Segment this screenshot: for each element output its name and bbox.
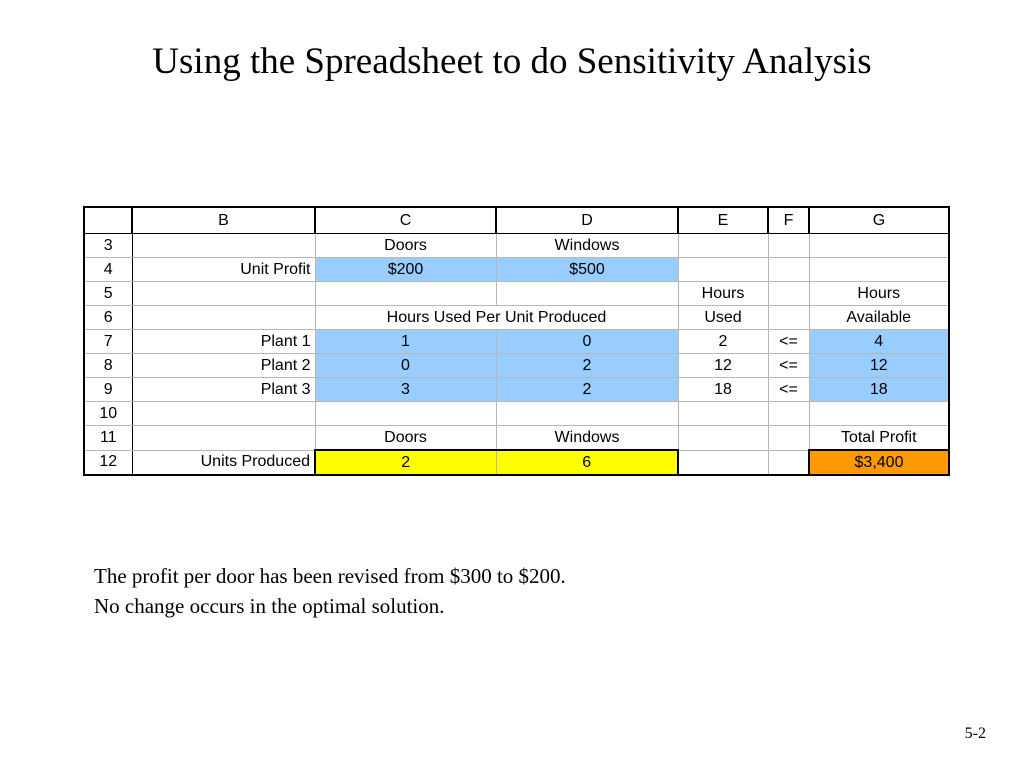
column-header-f[interactable]: F — [768, 207, 809, 234]
cell-d7[interactable]: 0 — [496, 330, 678, 354]
cell-c3[interactable]: Doors — [315, 234, 496, 258]
sheet-row-5 — [84, 282, 949, 306]
cell-f10[interactable] — [768, 402, 809, 426]
column-header-row — [84, 207, 949, 234]
column-header-e[interactable]: E — [678, 207, 768, 234]
sheet-row-12 — [84, 450, 949, 475]
cell-e11[interactable] — [678, 426, 768, 451]
cell-b7[interactable]: Plant 1 — [132, 330, 315, 354]
cell-f9[interactable]: <= — [768, 378, 809, 402]
cell-c11[interactable]: Doors — [315, 426, 496, 451]
cell-c8[interactable]: 0 — [315, 354, 496, 378]
cell-g7[interactable]: 4 — [809, 330, 949, 354]
row-number[interactable]: 12 — [84, 450, 132, 475]
cell-b4[interactable]: Unit Profit — [132, 258, 315, 282]
cell-f11[interactable] — [768, 426, 809, 451]
note-text — [94, 561, 566, 621]
note-line-2: No change occurs in the optimal solution. — [94, 594, 445, 618]
cell-e8[interactable]: 12 — [678, 354, 768, 378]
cell-f3[interactable] — [768, 234, 809, 258]
cell-c5[interactable] — [315, 282, 496, 306]
cell-f6[interactable] — [768, 306, 809, 330]
cell-f7[interactable]: <= — [768, 330, 809, 354]
cell-d10[interactable] — [496, 402, 678, 426]
sheet-row-10 — [84, 402, 949, 426]
cell-g5[interactable]: Hours — [809, 282, 949, 306]
row-number[interactable]: 8 — [84, 354, 132, 378]
cell-g3[interactable] — [809, 234, 949, 258]
row-number[interactable]: 3 — [84, 234, 132, 258]
units-produced-doors-cell[interactable]: 2 — [315, 450, 496, 475]
cell-e4[interactable] — [678, 258, 768, 282]
cell-c6-d6[interactable]: Hours Used Per Unit Produced — [315, 306, 678, 330]
row-number[interactable]: 7 — [84, 330, 132, 354]
note-line-1: The profit per door has been revised from $300 to $200. — [94, 564, 566, 588]
cell-f4[interactable] — [768, 258, 809, 282]
cell-c10[interactable] — [315, 402, 496, 426]
cell-b9[interactable]: Plant 3 — [132, 378, 315, 402]
slide-number: 5-2 — [964, 725, 986, 742]
cell-g8[interactable]: 12 — [809, 354, 949, 378]
cell-d3[interactable]: Windows — [496, 234, 678, 258]
cell-b6[interactable] — [132, 306, 315, 330]
row-number[interactable]: 6 — [84, 306, 132, 330]
column-header-d[interactable]: D — [496, 207, 678, 234]
row-number[interactable]: 5 — [84, 282, 132, 306]
cell-e9[interactable]: 18 — [678, 378, 768, 402]
row-number[interactable]: 10 — [84, 402, 132, 426]
sheet-row-11 — [84, 426, 949, 451]
total-profit-cell[interactable]: $3,400 — [809, 450, 949, 475]
sheet-row-9 — [84, 378, 949, 402]
units-produced-windows-cell[interactable]: 6 — [496, 450, 678, 475]
slide-title: Using the Spreadsheet to do Sensitivity Analysis — [152, 41, 872, 82]
cell-c7[interactable]: 1 — [315, 330, 496, 354]
unit-profit-windows-cell[interactable]: $500 — [496, 258, 678, 282]
cell-f5[interactable] — [768, 282, 809, 306]
cell-d11[interactable]: Windows — [496, 426, 678, 451]
cell-d8[interactable]: 2 — [496, 354, 678, 378]
row-number[interactable]: 11 — [84, 426, 132, 451]
cell-f12[interactable] — [768, 450, 809, 475]
cell-f8[interactable]: <= — [768, 354, 809, 378]
row-number[interactable]: 9 — [84, 378, 132, 402]
cell-b5[interactable] — [132, 282, 315, 306]
cell-g11[interactable]: Total Profit — [809, 426, 949, 451]
sheet-row-7 — [84, 330, 949, 354]
sheet-row-6 — [84, 306, 949, 330]
cell-b3[interactable] — [132, 234, 315, 258]
cell-e6[interactable]: Used — [678, 306, 768, 330]
cell-g10[interactable] — [809, 402, 949, 426]
cell-e12[interactable] — [678, 450, 768, 475]
column-header-c[interactable]: C — [315, 207, 496, 234]
cell-b8[interactable]: Plant 2 — [132, 354, 315, 378]
sheet-row-4 — [84, 258, 949, 282]
column-header-g[interactable]: G — [809, 207, 949, 234]
cell-b12[interactable]: Units Produced — [132, 450, 315, 475]
corner-cell[interactable] — [84, 207, 132, 234]
row-number[interactable]: 4 — [84, 258, 132, 282]
cell-d9[interactable]: 2 — [496, 378, 678, 402]
unit-profit-doors-cell[interactable]: $200 — [315, 258, 496, 282]
cell-g9[interactable]: 18 — [809, 378, 949, 402]
cell-g6[interactable]: Available — [809, 306, 949, 330]
cell-b11[interactable] — [132, 426, 315, 451]
sheet-row-8 — [84, 354, 949, 378]
cell-e5[interactable]: Hours — [678, 282, 768, 306]
cell-e7[interactable]: 2 — [678, 330, 768, 354]
cell-c9[interactable]: 3 — [315, 378, 496, 402]
cell-e10[interactable] — [678, 402, 768, 426]
cell-g4[interactable] — [809, 258, 949, 282]
cell-b10[interactable] — [132, 402, 315, 426]
column-header-b[interactable]: B — [132, 207, 315, 234]
cell-e3[interactable] — [678, 234, 768, 258]
cell-d5[interactable] — [496, 282, 678, 306]
sheet-row-3 — [84, 234, 949, 258]
spreadsheet-table — [83, 206, 950, 476]
